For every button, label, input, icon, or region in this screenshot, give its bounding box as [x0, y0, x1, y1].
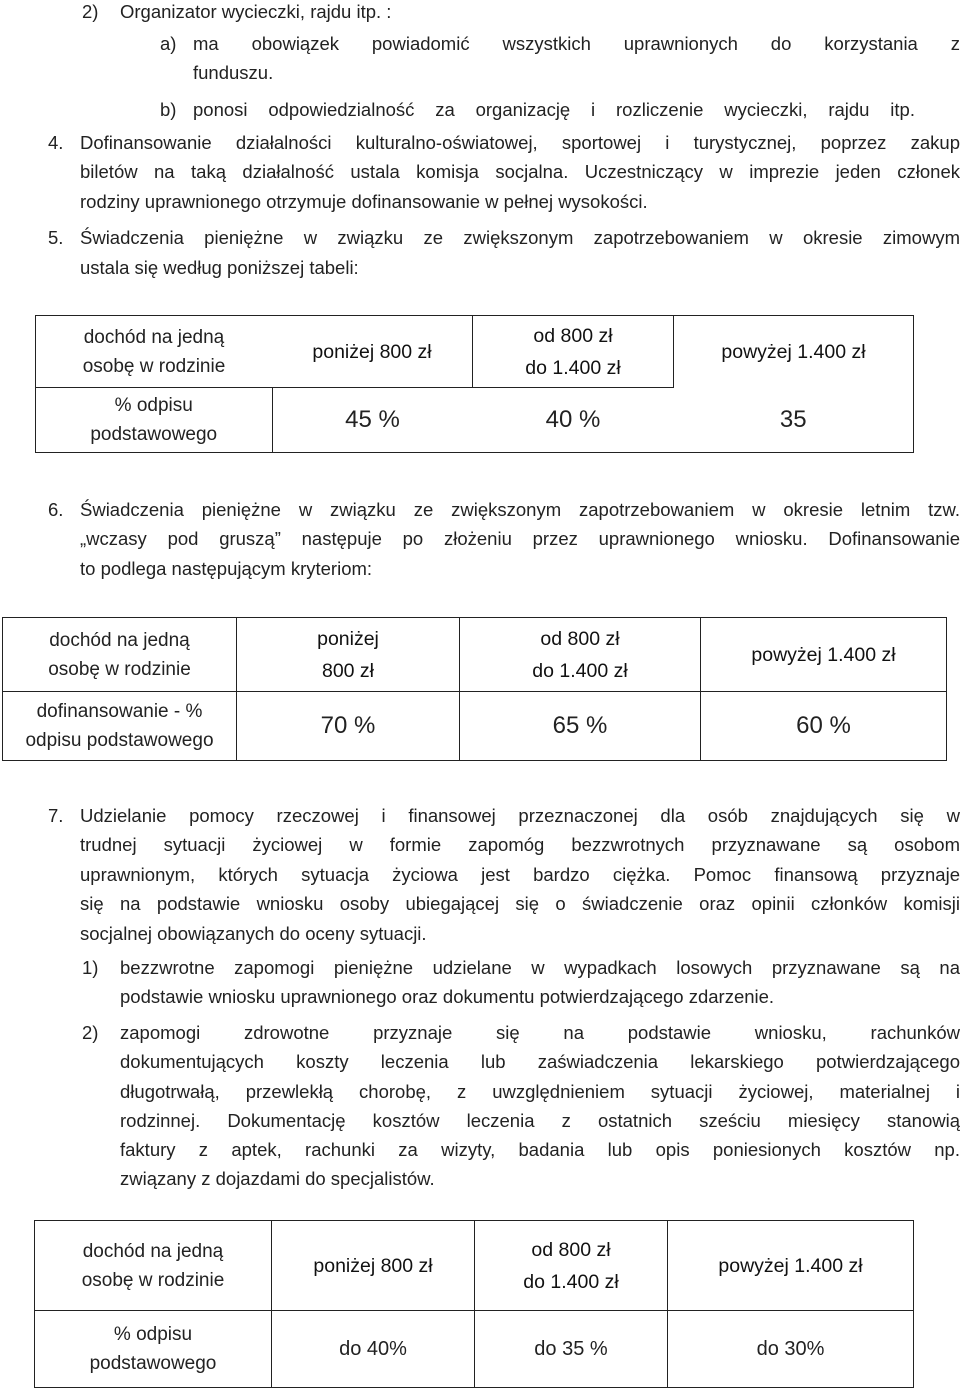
paragraph-line: rodzinnej. Dokumentację kosztów leczenia z ostatnich sześciu miesięcy stanowią [120, 1110, 960, 1131]
paragraph-line: podstawie wniosku uprawnionego oraz dokumentu potwierdzającego zdarzenie. [120, 986, 775, 1007]
table-header-cell: powyżej 1.400 zł [701, 618, 947, 692]
table-value-cell: 45 % [272, 388, 473, 453]
table-value-cell: 35 [674, 388, 914, 453]
paragraph-line: ustala się według poniższej tabeli: [80, 257, 359, 278]
table-header-cell: od 800 zł do 1.400 zł [475, 1221, 668, 1311]
table-row-label: % odpisu podstawowego [36, 388, 273, 453]
paragraph-line: Świadczenia pieniężne w związku ze zwiększonym zapotrzebowaniem w okresie letnim tzw. [80, 499, 960, 520]
paragraph-line: Dofinansowanie działalności kulturalno-oświatowej, sportowej i turystycznej, poprzez zakup [80, 132, 960, 153]
paragraph-line: socjalnej obowiązanych do oceny sytuacji. [80, 923, 427, 944]
paragraph-line: długotrwałą, przewlekłą chorobę, z uwzględnieniem sytuacji życiowej, materialnej i [120, 1081, 960, 1102]
table-header-cell: powyżej 1.400 zł [674, 316, 914, 388]
table-header-cell: od 800 zł do 1.400 zł [460, 618, 701, 692]
paragraph-line: się na podstawie wniosku osoby ubiegającej się o świadczenie oraz opinii członków komisji [80, 893, 960, 914]
subitem-number: b) [160, 99, 177, 120]
table-header-cell: od 800 zł do 1.400 zł [473, 316, 674, 388]
subitem-number: 1) [82, 957, 99, 978]
table-header-cell: poniżej 800 zł [237, 618, 460, 692]
table-value-cell: 65 % [460, 692, 701, 761]
subitem-number: a) [160, 33, 177, 54]
table-value-cell: 70 % [237, 692, 460, 761]
table-row-label: % odpisu podstawowego [35, 1311, 272, 1388]
paragraph-line: rodziny uprawnionego otrzymuje dofinansowanie w pełnej wysokości. [80, 191, 648, 212]
table-value-cell: do 30% [668, 1311, 914, 1388]
item-number: 6. [48, 499, 64, 520]
item-number: 7. [48, 805, 64, 826]
table-row-label: dochód na jedną osobę w rodzinie [36, 316, 273, 388]
paragraph-line: „wczasy pod gruszą” następuje po złożeniu przez uprawnionego wniosku. Dofinansowanie [80, 528, 960, 549]
paragraph-line: dokumentujących koszty leczenia lub zaświadczenia lekarskiego potwierdzającego [120, 1051, 960, 1072]
item-number: 2) [82, 1, 99, 22]
assistance-table [34, 1220, 914, 1388]
table-value-cell: 60 % [701, 692, 947, 761]
paragraph-line: to podlega następującym kryteriom: [80, 558, 373, 579]
item-number: 5. [48, 227, 64, 248]
paragraph-line: faktury z aptek, rachunki za wizyty, badania lub opis poniesionych kosztów np. [120, 1139, 960, 1160]
table-header-cell: powyżej 1.400 zł [668, 1221, 914, 1311]
table-header-cell: poniżej 800 zł [272, 1221, 475, 1311]
table-header-cell: poniżej 800 zł [272, 316, 473, 388]
paragraph-line: ma obowiązek powiadomić wszystkich uprawnionych do korzystania z [193, 33, 960, 54]
winter-benefit-table [35, 315, 914, 453]
table-value-cell: do 35 % [475, 1311, 668, 1388]
table-row-label: dochód na jedną osobę w rodzinie [35, 1221, 272, 1311]
subitem-number: 2) [82, 1022, 99, 1043]
paragraph-line: trudnej sytuacji życiowej w formie zapomóg bezzwrotnych przyznawane są osobom [80, 834, 960, 855]
paragraph-line: zapomogi zdrowotne przyznaje się na podstawie wniosku, rachunków [120, 1022, 960, 1043]
item-number: 4. [48, 132, 64, 153]
summer-benefit-table [2, 617, 947, 761]
paragraph-line: związany z dojazdami do specjalistów. [120, 1168, 435, 1189]
table-row-label: dofinansowanie - % odpisu podstawowego [3, 692, 237, 761]
paragraph-line: ponosi odpowiedzialność za organizację i rozliczenie wycieczki, rajdu itp. [193, 99, 915, 120]
paragraph-line: bezzwrotne zapomogi pieniężne udzielane w wypadkach losowych przyznawane są na [120, 957, 960, 978]
item-title: Organizator wycieczki, rajdu itp. : [120, 1, 392, 22]
table-row-label: dochód na jedną osobę w rodzinie [3, 618, 237, 692]
paragraph-line: Świadczenia pieniężne w związku ze zwiększonym zapotrzebowaniem w okresie zimowym [80, 227, 960, 248]
table-value-cell: do 40% [272, 1311, 475, 1388]
paragraph-line: funduszu. [193, 62, 274, 83]
paragraph-line: uprawnionym, których sytuacja życiowa jest bardzo ciężka. Pomoc finansową przyznaje [80, 864, 960, 885]
paragraph-line: biletów na taką działalność ustala komisja socjalna. Uczestniczący w imprezie jeden członek [80, 161, 960, 182]
paragraph-line: Udzielanie pomocy rzeczowej i finansowej przeznaczonej dla osób znajdujących się w [80, 805, 960, 826]
table-value-cell: 40 % [473, 388, 674, 453]
